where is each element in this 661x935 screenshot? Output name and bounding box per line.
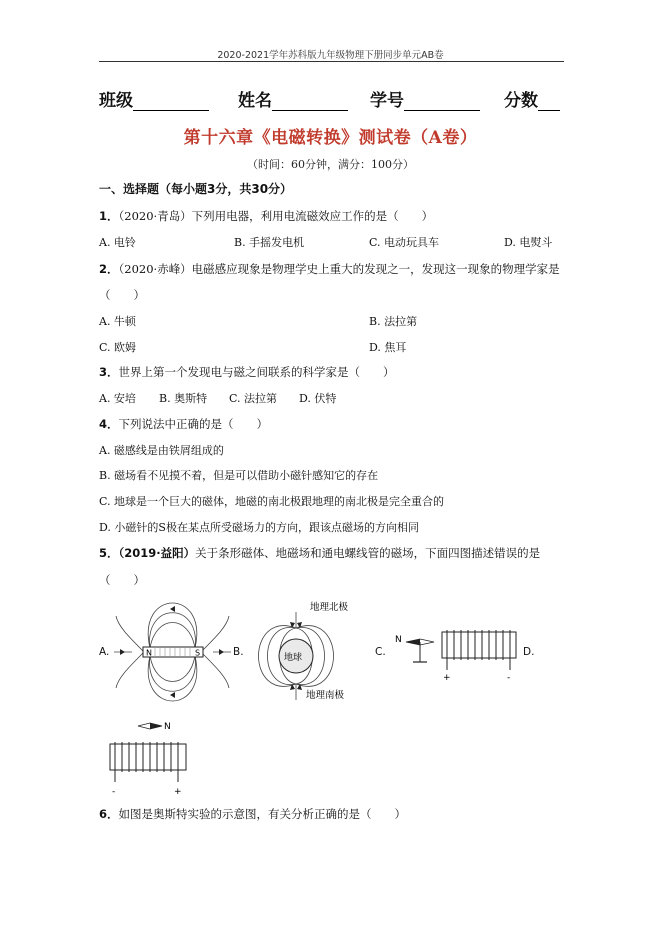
test-subtitle: （时间：60分钟，满分：100分） [247, 158, 414, 171]
bar-magnet-figure [110, 596, 235, 706]
test-title: 第十六章《电磁转换》测试卷（A卷） [183, 128, 478, 148]
earth-label: 地球 [284, 653, 303, 663]
compass-n-label: N [395, 635, 402, 645]
question-1 [99, 208, 433, 224]
solenoid-d-figure [437, 626, 522, 682]
q2-option-d[interactable]: D. 焦耳 [369, 341, 407, 354]
class-field [99, 86, 209, 111]
score-blank[interactable] [538, 94, 560, 111]
class-label: 班级 [99, 91, 133, 111]
question-3 [99, 364, 395, 380]
solenoid-e-needle-north-half [150, 723, 162, 729]
question-5-number: 5． [99, 546, 119, 560]
q1-option-a[interactable]: A. 电铃 [99, 236, 136, 249]
compass-needle-figure [392, 628, 437, 668]
bar-magnet-s-pole: S [195, 648, 201, 658]
question-4-text: 下列说法中正确的是（ ） [118, 417, 269, 431]
bar-magnet-body [143, 647, 203, 657]
question-2-number: 2． [99, 262, 119, 276]
question-2 [99, 261, 560, 277]
q5-fig-c-label[interactable]: C. [375, 646, 386, 658]
geo-south-label: 地理南极 [306, 690, 345, 701]
question-6-text: 如图是奥斯特实验的示意图，有关分析正确的是（ ） [118, 807, 407, 821]
solenoid-e-core [110, 744, 186, 770]
solenoid-e-figure [104, 718, 200, 800]
question-1-text: （2020·青岛）下列用电器，利用电流磁效应工作的是（ ） [118, 209, 434, 223]
question-6-number: 6． [99, 807, 119, 821]
name-label: 姓名 [238, 91, 272, 111]
running-header: 2020-2021学年苏科版九年级物理下册同步单元AB卷 [217, 50, 444, 61]
q1-option-b[interactable]: B. 手摇发电机 [234, 236, 305, 249]
solenoid-e-n-label: N [164, 722, 171, 732]
student-id-field [370, 86, 480, 111]
q3-option-c[interactable]: C. 法拉第 [229, 392, 278, 405]
solenoid-e-coils [115, 742, 178, 772]
question-6 [99, 806, 406, 822]
name-field [238, 86, 348, 111]
q1-option-c[interactable]: C. 电动玩具车 [369, 236, 440, 249]
question-2-text: （2020·赤峰）电磁感应现象是物理学史上重大的发现之一，发现这一现象的物理学家是 [118, 262, 560, 276]
question-4-number: 4． [99, 417, 119, 431]
earth-field-figure [250, 600, 375, 705]
q4-option-d[interactable]: D. 小磁针的S极在某点所受磁场力的方向，跟该点磁场的方向相同 [99, 521, 419, 534]
q1-option-d[interactable]: D. 电熨斗 [504, 236, 553, 249]
q4-option-a[interactable]: A. 磁感线是由铁屑组成的 [99, 444, 224, 457]
q3-option-d[interactable]: D. 伏特 [299, 392, 337, 405]
student-id-blank[interactable] [404, 94, 480, 111]
q3-option-b[interactable]: B. 奥斯特 [159, 392, 208, 405]
question-4 [99, 416, 268, 432]
q4-option-c[interactable]: C. 地球是一个巨大的磁体，地磁的南北极跟地理的南北极是完全重合的 [99, 495, 445, 508]
question-3-number: 3． [99, 365, 119, 379]
q2-option-c[interactable]: C. 欧姆 [99, 341, 137, 354]
question-5-source: （2019·益阳） [118, 546, 196, 560]
q5-fig-b-label[interactable]: B. [233, 646, 244, 658]
student-id-label: 学号 [370, 91, 404, 111]
solenoid-d-minus: - [507, 673, 511, 682]
q5-fig-a-label[interactable]: A. [99, 646, 110, 658]
class-blank[interactable] [133, 94, 209, 111]
question-2-paren: （ ） [99, 288, 145, 302]
q2-option-a[interactable]: A. 牛顿 [99, 315, 136, 328]
solenoid-d-coils [447, 630, 510, 660]
question-5-paren: （ ） [99, 573, 145, 587]
geo-north-label: 地理北极 [310, 602, 349, 613]
score-field [504, 86, 560, 111]
score-label: 分数 [504, 91, 538, 111]
question-5 [99, 545, 540, 561]
question-1-number: 1． [99, 209, 119, 223]
q4-option-b[interactable]: B. 磁场看不见摸不着，但是可以借助小磁针感知它的存在 [99, 469, 379, 482]
solenoid-e-minus: - [112, 787, 116, 797]
solenoid-d-plus: + [443, 673, 451, 682]
q2-option-b[interactable]: B. 法拉第 [369, 315, 418, 328]
section-heading: 一、选择题（每小题3分，共30分） [99, 182, 293, 196]
solenoid-e-plus: + [174, 787, 182, 797]
question-3-text: 世界上第一个发现电与磁之间联系的科学家是（ ） [118, 365, 395, 379]
question-5-text: 关于条形磁体、地磁场和通电螺线管的磁场，下面四图描述错误的是 [195, 546, 541, 560]
bar-magnet-n-pole: N [146, 648, 152, 658]
name-blank[interactable] [272, 94, 348, 111]
q3-option-a[interactable]: A. 安培 [99, 392, 136, 405]
header-divider [99, 61, 564, 62]
solenoid-d-core [442, 632, 516, 658]
q5-fig-d-label[interactable]: D. [523, 646, 535, 658]
compass-needle-north-half [406, 639, 420, 645]
